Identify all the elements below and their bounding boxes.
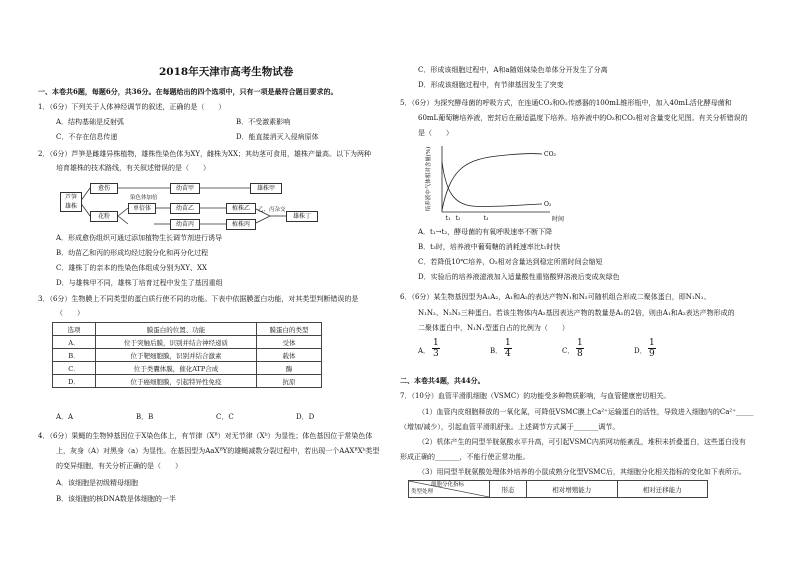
q3-stem-line1: 3．（6分）生物膜上不同类型的蛋白质行使不同的功能。下表中依据膜蛋白功能，对其类型判断错误的是 [38, 295, 359, 303]
q2-flow-diagram [60, 180, 330, 226]
q6-option-a-fraction: $\frac{1}{3}$ [433, 338, 439, 359]
q4-option-a: A．该细胞是初级精母细胞 [56, 479, 139, 487]
q2-option-c: C．雄株丁的亲本的性染色体组成分别为XY、XX [56, 264, 207, 272]
x-tick-label: t₁ [445, 215, 451, 222]
q3-table [52, 322, 322, 388]
corner-bottom-label: 类型处理 [411, 489, 434, 495]
q5-stem-line2: 60mL葡萄糖培养液，密封后在最适温度下培养。培养液中的O₂和CO₂相对含量变化见图。有关分析错误的 [418, 114, 748, 122]
q4-option-c: C．形成该细胞过程中，A和a随姐妹染色单体分开发生了分离 [418, 66, 608, 74]
q6-option-d-label: D． [634, 347, 647, 355]
table-cell: 抗原 [257, 375, 322, 388]
q6-option-c-fraction: $\frac{1}{8}$ [577, 338, 583, 359]
table-row [53, 375, 322, 388]
node-seedling-b: 幼苗乙 [170, 203, 200, 214]
corner-top-label: 细胞分化指标 [431, 482, 465, 488]
q2-option-a: A．形成愈伤组织可通过添加植物生长调节剂进行诱导 [56, 234, 223, 242]
series-o2-label: O₂ [544, 201, 552, 208]
q3-stem-line2: （ ） [56, 309, 84, 317]
q1-option-b: B．不受激素影响 [236, 118, 291, 126]
x-axis-label: 时间 [552, 216, 565, 222]
x-tick-label: t₃ [483, 215, 489, 222]
q7-part3: （3）用同型半胱氨酸处理体外培养的小鼠成熟分化型VSMC后，其细胞分化相关指标的变化如下表所示。 [418, 468, 746, 476]
q6-option-c-label: C． [562, 347, 575, 355]
table-header-row [409, 481, 708, 498]
q7-part1-line2: （增加/减少），引起血管平滑肌舒张。上述调节方式属于_______调节。 [400, 423, 620, 431]
label-cross: 乙、丙杂交 [258, 207, 286, 213]
q6-options [418, 338, 718, 366]
q5-option-c: C．若降低10℃培养，O₂相对含量达到稳定所需时间会缩短 [418, 258, 603, 266]
q2-stem-line2: 培育雄株的技术路线，有关叙述错误的是（ ） [56, 164, 210, 172]
q7-table [408, 480, 708, 498]
node-male-a: 雄株甲 [250, 183, 282, 194]
q3-option-b: B．B [136, 413, 154, 421]
label-doubling: 染色体加倍 [130, 195, 158, 201]
q6-stem-line1: 6．（6分）某生物基因型为A₁A₂，A₁和A₂的表达产物N₁和N₂可随机组合形成二聚体蛋白，即N₁N₁、 [400, 293, 711, 301]
q1-stem: 1．（6分）下列关于人体神经调节的叙述，正确的是（ ） [38, 103, 226, 111]
x-tick-label: t₂ [455, 215, 461, 222]
q3-option-d: D．D [296, 413, 315, 421]
q1-option-d: D．能直接消灭入侵病原体 [236, 133, 319, 141]
table-corner-cell [409, 481, 490, 498]
table-cell: B． [53, 349, 96, 362]
q6-option-a-label: A． [418, 347, 431, 355]
q6-stem-line3: 二聚体蛋白中，N₁N₁型蛋白占的比例为（ ） [418, 324, 569, 332]
q5-stem-line3: 是（ ） [418, 129, 453, 137]
table-header-cell: 相对迁移能力 [617, 481, 708, 498]
series-co2-label: CO₂ [544, 151, 556, 158]
q3-option-a: A．A [56, 413, 74, 421]
table-cell: 载体 [257, 349, 322, 362]
q5-chart [422, 140, 572, 222]
q2-option-b: B．幼苗乙和丙的形成均经过脱分化和再分化过程 [56, 249, 209, 257]
q4-stem-line3: 的变异细胞，有关分析正确的是（ ） [56, 462, 182, 470]
q7-stem: 7．（10分）血管平滑肌细胞（VSMC）的功能受多种物质影响，与血管健康密切相关。 [400, 392, 671, 400]
q6-stem-line2: N₁N₂、N₂N₂三种蛋白。若该生物体内A₂基因表达产物的数量是A₁的2倍，则由A₁和A₂表达产物形成的 [418, 309, 735, 317]
table-row [53, 336, 322, 349]
q4-stem-line1: 4．（6分）果蝇的生物钟基因位于X染色体上，有节律（Xᴮ）对无节律（Xᵇ）为显性；体色基因位于常染色体 [38, 432, 373, 440]
q2-stem-line1: 2．（6分）芦笋是雌雄异株植物，雄株性染色体为XY，雌株为XX；其幼茎可食用，雄株产量高。以下为两种 [38, 150, 371, 158]
node-male-d: 雄株丁 [286, 211, 318, 222]
node-seedling-a: 幼苗甲 [170, 183, 200, 194]
chart-svg [422, 140, 572, 222]
start-node: 芦笋 雄株 [60, 192, 82, 212]
node-plant-b: 植株乙 [226, 203, 256, 214]
page-title: 2018年天津市高考生物试卷 [159, 66, 294, 78]
q6-option-b-fraction: $\frac{1}{4}$ [505, 338, 511, 359]
node-plant-c: 植株丙 [226, 219, 256, 230]
table-row [53, 349, 322, 362]
q5-stem-line1: 5．（6分）为探究酵母菌的呼吸方式，在连通CO₂和O₂传感器的100mL锥形瓶中，加入40mL活化酵母菌和 [400, 99, 732, 107]
table-header-cell: 相对增殖能力 [527, 481, 617, 498]
table-cell: 受体 [257, 336, 322, 349]
q4-option-b: B．该细胞的核DNA数是体细胞的一半 [56, 495, 176, 503]
table-cell: 酶 [257, 362, 322, 375]
y-axis-label: 培养液中气体相对含量(%) [426, 146, 432, 212]
table-cell: 位于癌细胞膜，引起特异性免疫 [96, 375, 257, 388]
series-co2-line [442, 154, 542, 211]
table-row [53, 362, 322, 375]
table-header-cell: 膜蛋白的位置、功能 [96, 323, 257, 336]
node-haploid: 单倍体 [128, 203, 156, 214]
q4-option-d: D．形成该细胞过程中，有节律基因发生了突变 [418, 81, 564, 89]
node-callus: 愈伤 [90, 183, 118, 194]
q7-part2-line1: （2）机体产生的同型半胱氨酸水平升高，可引起VSMC内质网功能紊乱，堆积未折叠蛋白，这些蛋白没有 [418, 438, 746, 446]
node-pollen: 花粉 [90, 211, 118, 222]
series-o2-line [442, 162, 542, 207]
q5-option-b: B．t₃时，培养液中葡萄糖的消耗速率比t₁时快 [418, 243, 561, 251]
q5-option-a: A．t₁→t₂，酵母菌的有氧呼吸速率不断下降 [418, 228, 553, 236]
q2-option-d: D．与雄株甲不同，雄株丁培育过程中发生了基因重组 [56, 279, 223, 287]
table-cell: D． [53, 375, 96, 388]
q7-part1-line1: （1）血管内皮细胞释放的一氧化氮，可降低VSMC膜上Ca²⁺运输蛋白的活性，导致进入细胞内的Ca²⁺_____ [418, 408, 754, 416]
table-cell: A． [53, 336, 96, 349]
q5-option-d: D．实验后的培养液滤液加入适量酸性重铬酸钾溶液后变成灰绿色 [418, 273, 620, 281]
table-cell: 位于靶细胞膜，识别并结合激素 [96, 349, 257, 362]
q1-option-c: C．不存在信息传递 [56, 133, 118, 141]
table-header-cell: 选项 [53, 323, 96, 336]
section-2-heading: 二、本卷共4题，共44分。 [400, 376, 485, 385]
table-cell: 位于突触后膜，识别并结合神经递质 [96, 336, 257, 349]
q6-option-d-fraction: $\frac{1}{9}$ [649, 338, 655, 359]
table-cell: C． [53, 362, 96, 375]
q1-option-a: A．结构基础是反射弧 [56, 118, 125, 126]
table-header-cell: 膜蛋白的类型 [257, 323, 322, 336]
q6-option-b-label: B． [490, 347, 503, 355]
q3-option-c: C．C [216, 413, 234, 421]
q4-stem-line2: 上，灰身（A）对黑身（a）为显性。在基因型为AaXᴮY的雄蝇减数分裂过程中，若出现一个AAXᴮXᵇ类型 [56, 447, 380, 455]
table-header-cell: 形态 [490, 481, 527, 498]
node-seedling-c: 幼苗丙 [170, 219, 200, 230]
table-header-row [53, 323, 322, 336]
table-cell: 位于类囊体膜，催化ATP合成 [96, 362, 257, 375]
section-1-heading: 一、本卷共6题，每题6分，共36分。在每题给出的四个选项中，只有一项是最符合题目要求的。 [38, 87, 338, 96]
q7-part2-line2: 形成正确的_______，不能行使正常功能。 [400, 453, 530, 461]
